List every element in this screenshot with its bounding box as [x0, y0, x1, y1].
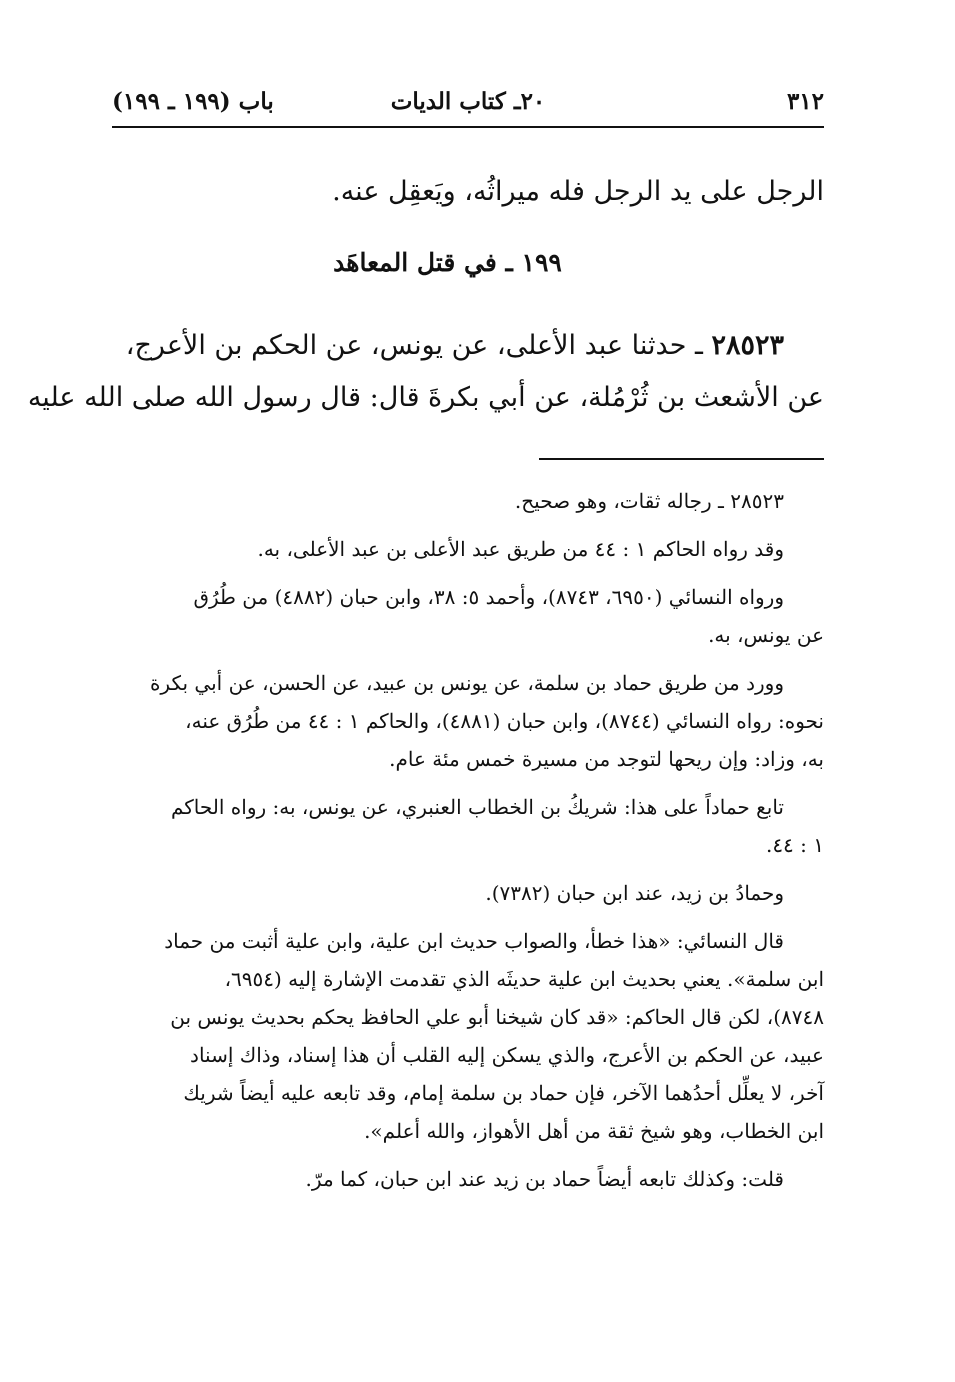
hadith-number: ٢٨٥٢٣	[711, 330, 784, 361]
footnote-line: ابن سلمة». يعني بحديث ابن علية حديثَه الذي تقدمت الإشارة إليه (٦٩٥٤،	[224, 967, 824, 991]
footnote-line: تابع حماداً على هذا: شريكُ بن الخطاب العنبري، عن يونس، به: رواه الحاكم	[170, 795, 784, 819]
footnote-paragraph	[112, 788, 824, 864]
footnote-line: عبيد، عن الحكم بن الأعرج، والذي يسكن إليه القلب أن هذا إسناد، وذاك إسناد	[190, 1043, 824, 1067]
page-number: ٣١٢	[786, 88, 824, 115]
hadith-text	[27, 320, 824, 424]
hadith-line-1-text: ـ حدثنا عبد الأعلى، عن يونس، عن الحكم بن الأعرج،	[125, 330, 703, 361]
footnote-paragraph	[112, 578, 824, 654]
footnotes	[112, 482, 824, 1208]
footnote-line: ٨٧٤٨)، لكن قال الحاكم: «قد كان شيخنا أبو علي الحافظ يحكم بحديث يونس بن	[170, 1005, 824, 1029]
footnote-paragraph	[112, 1160, 824, 1198]
footnote-line: قلت: وكذلك تابعه أيضاً حماد بن زيد عند ابن حبان، كما مرّ.	[305, 1167, 784, 1191]
chapter-range: باب (١٩٩ ـ ١٩٩)	[112, 88, 274, 115]
footnote-line: عن يونس، به.	[708, 623, 824, 647]
footnote-line: ورواه النسائي (٦٩٥٠، ٨٧٤٣)، وأحمد ٥: ٣٨، وابن حبان (٤٨٨٢) من طُرُق	[193, 585, 784, 609]
footnote-line: به، وزاد: وإن ريحها لتوجد من مسيرة خمس مئة عام.	[389, 747, 824, 771]
footnote-paragraph	[112, 530, 824, 568]
hadith-line-2: عن الأشعث بن ثُرْمُلة، عن أبي بكرةَ قال: قال رسول الله صلى الله عليه	[27, 382, 824, 413]
continuation-line	[112, 166, 824, 218]
footnote-line: وحمادُ بن زيد، عند ابن حبان (٧٣٨٢).	[485, 881, 784, 905]
footnote-line: وورد من طريق حماد بن سلمة، عن يونس بن عبيد، عن الحسن، عن أبي بكرة	[149, 671, 784, 695]
footnote-line: آخر، لا يعلِّل أحدُهما الآخر، فإن حماد بن سلمة إمام، وقد تابعه عليه أيضاً شريك	[183, 1081, 824, 1105]
footnote-paragraph	[112, 482, 824, 520]
continuation-text: الرجل على يد الرجل فله ميراثُه، ويَعقِل عنه.	[332, 176, 824, 207]
footnote-line: نحوه: رواه النسائي (٨٧٤٤)، وابن حبان (٤٨٨١)، والحاكم ١ : ٤٤ من طُرُق عنه،	[185, 709, 824, 733]
hadith-line-1	[112, 320, 824, 372]
footnote-paragraph	[112, 874, 824, 912]
footnote-line: ابن الخطاب، وهو شيخ ثقة من أهل الأهواز، والله أعلم».	[364, 1119, 824, 1143]
footnote-paragraph	[112, 922, 824, 1150]
book-title: ٢٠ـ كتاب الديات	[390, 88, 546, 115]
footnote-line: ١ : ٤٤.	[765, 833, 824, 857]
footnote-line: ٢٨٥٢٣ ـ رجاله ثقات، وهو صحيح.	[514, 489, 784, 513]
running-header	[112, 86, 824, 128]
footnote-line: وقد رواه الحاكم ١ : ٤٤ من طريق عبد الأعلى بن عبد الأعلى، به.	[257, 537, 784, 561]
footnote-paragraph	[112, 664, 824, 778]
footnote-line: قال النسائي: «هذا خطأ، والصواب حديث ابن علية، وابن علية أثبت من حماد	[164, 929, 784, 953]
section-title: ١٩٩ ـ في قتل المعاهَد	[333, 248, 562, 277]
footnote-separator	[539, 458, 824, 460]
